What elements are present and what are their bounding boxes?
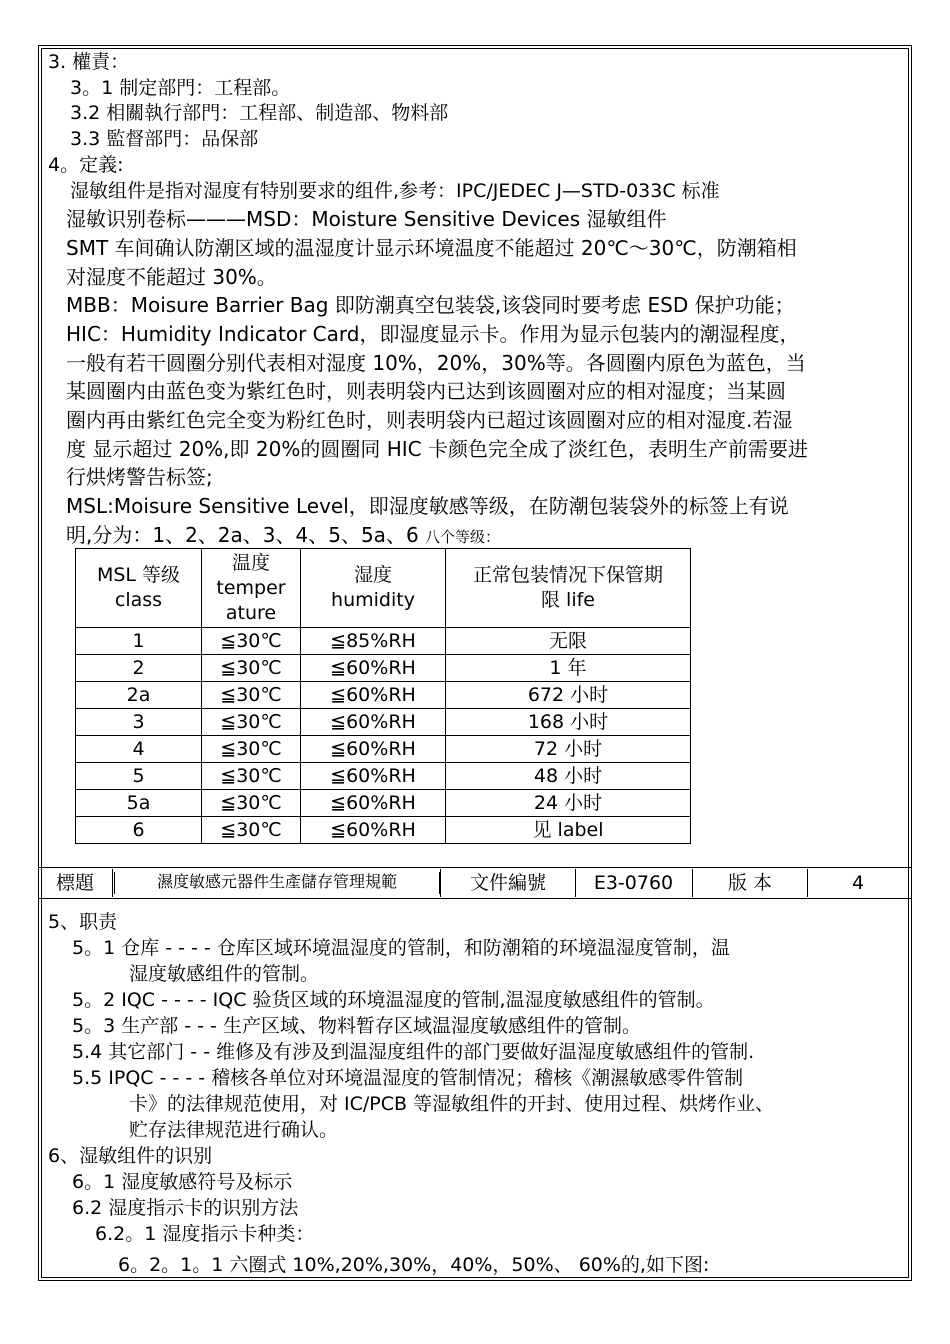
document-meta-bar: [38, 869, 912, 897]
table-row: 2 ≦30℃ ≦60%RH 1 年: [76, 655, 691, 682]
table-row: 1 ≦30℃ ≦85%RH 无限: [76, 628, 691, 655]
table-row: 3 ≦30℃ ≦60%RH 168 小时: [76, 709, 691, 736]
doc-number-value: E3-0760: [575, 869, 693, 897]
section4-line: 湿敏识别卷标———MSD：Moisture Sensitive Devices 湿敏组件: [66, 207, 667, 231]
section4-line: 对湿度不能超过 30%。: [66, 265, 277, 289]
section5-line: 5。2 IQC - - - - IQC 验货区域的环境温湿度的管制,温湿度敏感组件的管制。: [72, 989, 715, 1011]
section6-line: 6。2。1。1 六圈式 10%,20%,30%，40%，50%、 60%的,如下图:: [118, 1254, 710, 1276]
section6-line: 6.2。1 湿度指示卡种类：: [95, 1223, 315, 1245]
section4-line: SMT 车间确认防潮区域的温湿度计显示环境温度不能超过 20℃～30℃，防潮箱相: [66, 236, 797, 260]
section5-line: 5。1 仓库 - - - - 仓库区域环境温湿度的管制，和防潮箱的环境温湿度管制，温: [72, 937, 730, 959]
section4-line: MSL:Moisure Sensitive Level，即湿度敏感等级，在防潮包装袋外的标签上有说: [66, 494, 789, 518]
section3-item: 3。1 制定部門：工程部。: [70, 77, 291, 99]
section6-line: 6。1 湿度敏感符号及标示: [72, 1171, 293, 1193]
section4-line: HIC：Humidity Indicator Card，即湿度显示卡。作用为显示包装内的潮湿程度，: [66, 322, 800, 346]
section5-line: 贮存法律规范进行确认。: [129, 1119, 339, 1141]
section5-title: 5、职责: [48, 911, 118, 933]
section5-line: 5.5 IPQC - - - - 稽核各单位对环境温湿度的管制情况；稽核《潮濕敏感零件管制: [72, 1067, 744, 1089]
version-label: 版 本: [693, 869, 808, 897]
doc-number-label: 文件編號: [440, 869, 576, 897]
msl-table: [75, 548, 691, 844]
section6-title: 6、湿敏组件的识别: [48, 1145, 213, 1167]
table-row: 6 ≦30℃ ≦60%RH 见 label: [76, 817, 691, 844]
section4-line: 湿敏组件是指对湿度有特别要求的组件,参考：IPC/JEDEC J—STD-033C 标准: [70, 180, 720, 202]
divider: [38, 898, 912, 899]
section3-title: 3. 權責：: [48, 51, 130, 73]
section4-last-line: [66, 522, 500, 550]
section4-line: 度 显示超过 20%,即 20%的圆圈同 HIC 卡颜色完全成了淡红色，表明生产前需要进: [66, 437, 808, 461]
version-value: 4: [851, 872, 865, 894]
section6-line: 6.2 湿度指示卡的识别方法: [72, 1197, 299, 1219]
section5-line: 5.4 其它部门 - - 维修及有涉及到温湿度组件的部门要做好温湿度敏感组件的管制.: [72, 1041, 755, 1063]
section4-line: 一般有若干圆圈分别代表相对湿度 10%，20%，30%等。各圆圈内原色为蓝色，当: [66, 351, 806, 375]
title-label: 標題: [38, 869, 113, 897]
divider: [38, 867, 912, 868]
section4-line: 行烘烤警告标签;: [66, 465, 213, 489]
section5-line: 卡》的法律规范使用，对 IC/PCB 等湿敏组件的开封、使用过程、烘烤作业、: [129, 1093, 775, 1115]
header-cell-humidity: 湿度 humidity: [301, 549, 446, 628]
header-cell-class: MSL 等级 class: [76, 549, 202, 628]
msl-levels-count: 八个等级：: [425, 528, 501, 546]
section4-line: 圈内再由紫红色完全变为粉红色时，则表明袋内已超过该圆圈对应的相对湿度.若湿: [66, 408, 793, 432]
table-row: 2a ≦30℃ ≦60%RH 672 小时: [76, 682, 691, 709]
section5-line: 5。3 生产部 - - - 生产区域、物料暂存区域温湿度敏感组件的管制。: [72, 1015, 641, 1037]
header-cell-life: 正常包装情况下保管期 限 life: [446, 549, 691, 628]
table-row: 4 ≦30℃ ≦60%RH 72 小时: [76, 736, 691, 763]
section3-item: 3.2 相關執行部門：工程部、制造部、物料部: [70, 102, 449, 124]
title-value: 濕度敏感元器件生產儲存管理規範: [114, 872, 440, 894]
msl-levels-text: 明,分为：1、2、2a、3、4、5、5a、6: [66, 523, 419, 547]
section4-line: MBB：Moisure Barrier Bag 即防潮真空包装袋,该袋同时要考虑 ESD 保护功能；: [66, 293, 795, 317]
section4-title: 4。定義:: [48, 154, 124, 176]
section5-line: 湿度敏感组件的管制。: [129, 963, 320, 985]
section4-line: 某圆圈内由蓝色变为紫红色时，则表明袋内已达到该圆圈对应的相对湿度；当某圆: [66, 379, 786, 403]
section3-item: 3.3 監督部門：品保部: [70, 128, 259, 150]
header-cell-temperature: 温度 temper ature: [202, 549, 301, 628]
table-header-row: [76, 549, 691, 628]
table-row: 5a ≦30℃ ≦60%RH 24 小时: [76, 790, 691, 817]
table-row: 5 ≦30℃ ≦60%RH 48 小时: [76, 763, 691, 790]
